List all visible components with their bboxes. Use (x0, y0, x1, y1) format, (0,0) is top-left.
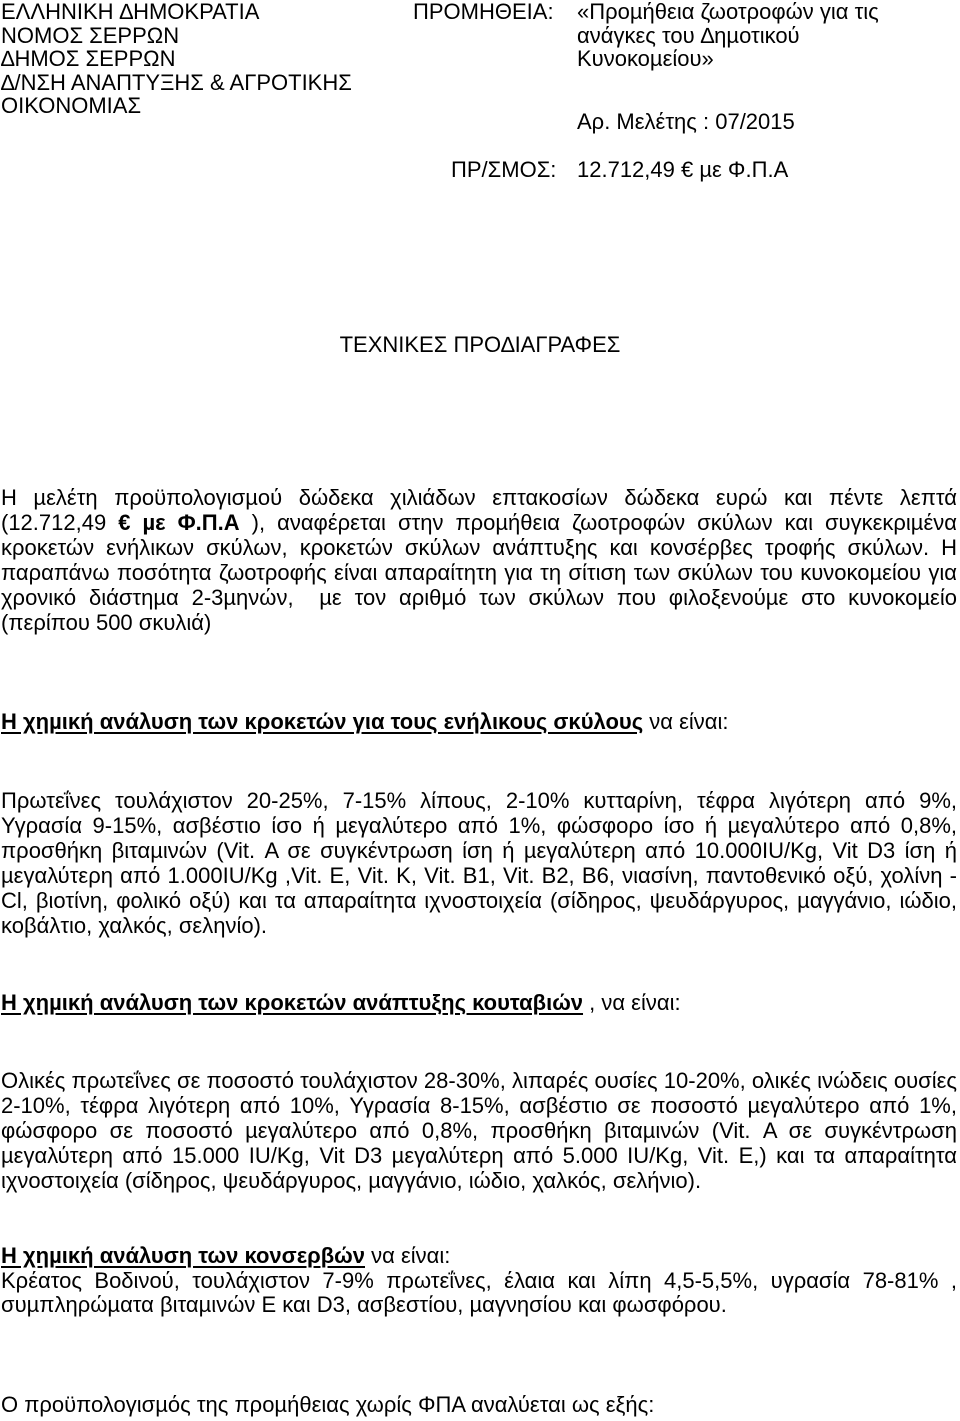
adult-paragraph (1, 788, 957, 938)
paragraph-line (1, 813, 957, 838)
paragraph-line-text: 2-10%, τέφρα λιγότερη από 10%, Υγρασία 8-15%, ασβέστιο σε ποσοστό µεγαλύτερο από 1%, (1, 1093, 957, 1118)
budget-value: 12.712,49 € µε Φ.Π.Α (577, 157, 789, 182)
paragraph-line (1, 535, 957, 560)
authority-line: ΟΙΚΟΝΟΜΙΑΣ (1, 93, 142, 118)
paragraph-line: (περίπου 500 σκυλιά) (1, 610, 212, 635)
paragraph-line (1, 585, 957, 610)
adult-heading-rest: να είναι: (643, 709, 729, 734)
puppy-heading-rest: , να είναι: (583, 990, 681, 1015)
paragraph-line (1, 1118, 957, 1143)
paragraph-line (1, 788, 957, 813)
puppy-heading (1, 990, 681, 1015)
authority-line: ∆/ΝΣΗ ΑΝΑΠΤΥΞΗΣ & ΑΓΡΟΤΙΚΗΣ (1, 69, 352, 95)
paragraph-line-text: Cl, βιοτίνη, φολικό οξύ) και τα απαραίτητα ιχνοστοιχεία (σίδηρος, ψευδάργυρος, µαγγάνιο, ιώδιο, (1, 888, 957, 913)
amount-emphasis: € µε Φ.Π.Α (118, 510, 240, 535)
paragraph-line-text: φώσφορο σε ποσοστό µεγαλύτερο από 0,8%, προσθήκη βιταµινών (Vit. Α σε συγκέντρωση (1, 1118, 957, 1143)
paragraph-line (1, 485, 957, 510)
canned-heading-rest: να είναι: (365, 1243, 451, 1268)
paragraph-line: ιχνοστοιχεία (σίδηρος, ψευδάργυρος, µαγγάνιο, ιώδιο, χαλκός, σελήνιο). (1, 1168, 702, 1193)
paragraph-line (1, 1269, 957, 1294)
puppy-heading-bold: Η χηµική ανάλυση των κροκετών ανάπτυξης κουταβιών (1, 990, 584, 1015)
paragraph-line-text: κροκετών ενήλικων σκύλων, κροκετών σκύλων ανάπτυξης και κονσέρβες τροφής σκύλων. Η (1, 535, 957, 560)
paragraph-line-text: χρονικό διάστηµα 2-3µηνών, µε τον αριθµό των σκύλων που φιλοξενούµε στο κυνοκοµείο (1, 585, 957, 610)
paragraph-line: συµπληρώµατα βιταµινών Ε και D3, ασβεστίου, µαγνησίου και φωσφόρου. (1, 1292, 727, 1317)
paragraph-line (1, 510, 957, 535)
canned-section (1, 1244, 957, 1318)
paragraph-line-text: παραπάνω ποσότητα ζωοτροφής είναι απαραίτητη για τη σίτιση των σκύλων του κυνοκοµείου για (1, 560, 957, 585)
paragraph-line (1, 1068, 957, 1093)
procurement-title (577, 0, 879, 71)
paragraph-line-text: Υγρασία 9-15%, ασβέστιο ίσο ή µεγαλύτερο από 1%, φώσφορο ίσο ή µεγαλύτερο από 0,8%, (1, 813, 957, 838)
paragraph-line (1, 863, 957, 888)
paragraph-line-text: Η µελέτη προϋπολογισµού δώδεκα χιλιάδων επτακοσίων δώδεκα ευρώ και πέντε λεπτά (1, 485, 957, 510)
amount-prefix: (12.712,49 (1, 510, 119, 535)
paragraph-line (1, 1093, 957, 1118)
adult-heading (1, 709, 729, 734)
authority-line: ΝΟΜΟΣ ΣΕΡΡΩΝ (1, 22, 180, 48)
puppy-paragraph (1, 1068, 957, 1193)
authority-line: ΕΛΛΗΝΙΚΗ ∆ΗΜΟΚΡΑΤΙΑ (1, 0, 260, 24)
amount-suffix: ), αναφέρεται στην προµήθεια ζωοτροφών σκύλων και συγκεκριµένα (239, 510, 957, 535)
study-number: Αρ. Μελέτης : 07/2015 (577, 109, 795, 134)
paragraph-line-text: προσθήκη βιταµινών (Vit. Α σε συγκέντρωση ίση ή µεγαλύτερη από 10.000IU/Kg, Vit D3 ίση ή (1, 838, 957, 863)
intro-paragraph (1, 485, 957, 635)
document-title: ΤΕΧΝΙΚΕΣ ΠΡΟ∆ΙΑΓΡΑΦΕΣ (339, 332, 621, 357)
paragraph-line-text: Κρέατος Βοδινού, τουλάχιστον 7-9% πρωτεΐνες, έλαια και λίπη 4,5-5,5%, υγρασία 78-81% , (1, 1267, 957, 1293)
procurement-title-line: ανάγκες του ∆ηµοτικού (577, 22, 800, 48)
paragraph-line (1, 838, 957, 863)
canned-heading (1, 1244, 957, 1269)
paragraph-line (1, 560, 957, 585)
authority-block (1, 0, 352, 118)
budget-breakdown-intro: Ο προϋπολογισµός της προµήθειας χωρίς ΦΠΑ αναλύεται ως εξής: (1, 1392, 655, 1417)
procurement-label: ΠΡΟΜΗΘΕΙΑ: (413, 0, 554, 24)
budget-label: ΠΡ/ΣΜΟΣ: (451, 157, 557, 182)
paragraph-line-text (1, 510, 957, 535)
procurement-title-line: Κυνοκοµείου» (577, 46, 714, 71)
procurement-title-line: «Προµήθεια ζωοτροφών για τις (577, 0, 879, 24)
adult-heading-bold: Η χηµική ανάλυση των κροκετών για τους ενήλικους σκύλους (1, 709, 644, 734)
paragraph-line-text: Ολικές πρωτεΐνες σε ποσοστό τουλάχιστον 28-30%, λιπαρές ουσίες 10-20%, ολικές ινώδεις ουσίες (1, 1068, 957, 1093)
paragraph-line (1, 888, 957, 913)
paragraph-line: κοβάλτιο, χαλκός, σεληνίο). (1, 913, 268, 938)
paragraph-line-text: Πρωτεΐνες τουλάχιστον 20-25%, 7-15% λίπους, 2-10% κυτταρίνη, τέφρα λιγότερη από 9%, (1, 788, 957, 813)
paragraph-line-text: µεγαλύτερη από 1.000IU/Kg ,Vit. Ε, Vit. Κ, Vit. Β1, Vit. Β2, Β6, νιασίνη, παντοθενικό οξύ, χολίνη - (1, 863, 957, 888)
authority-line: ∆ΗΜΟΣ ΣΕΡΡΩΝ (1, 46, 176, 71)
paragraph-line (1, 1143, 957, 1168)
paragraph-line-text: µεγαλύτερη από 15.000 IU/Kg, Vit D3 µεγαλύτερη από 5.000 IU/Kg, Vit. Ε,) και τα απαραίτητα (1, 1143, 957, 1168)
canned-heading-bold: Η χηµική ανάλυση των κονσερβών (1, 1243, 365, 1268)
